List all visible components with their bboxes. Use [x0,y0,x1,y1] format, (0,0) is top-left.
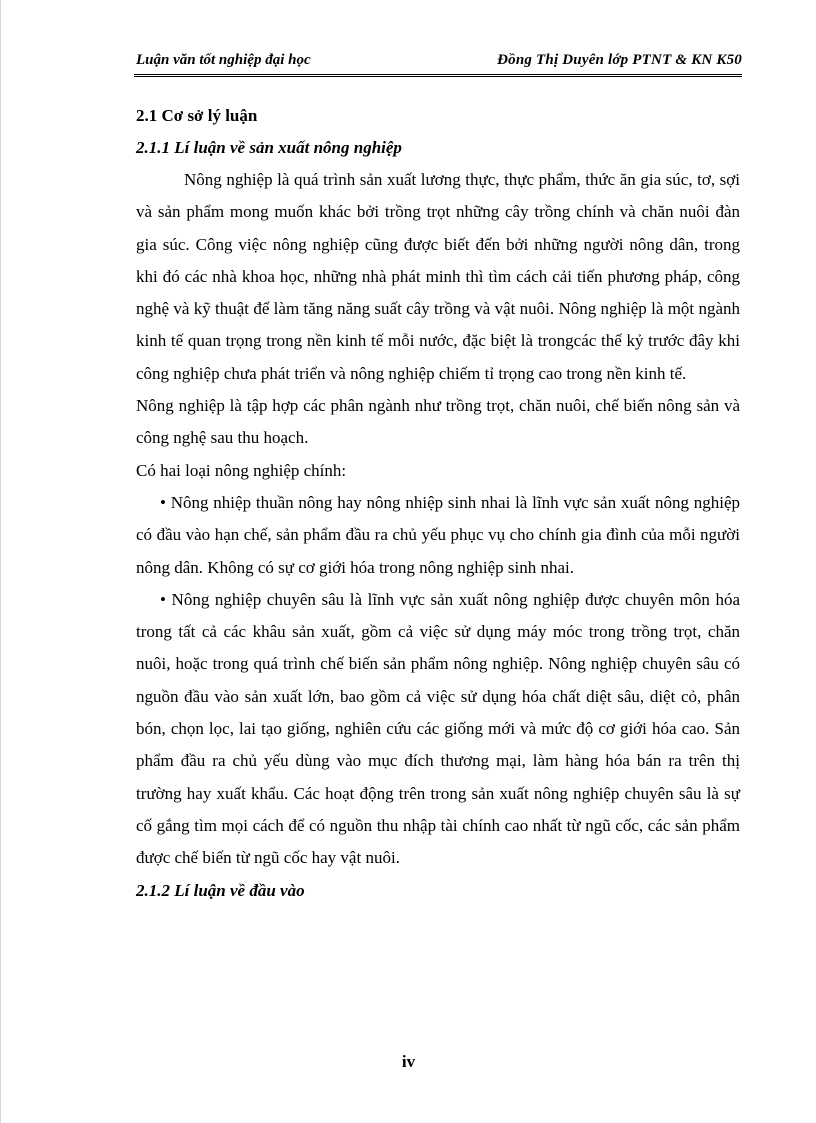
paragraph-agriculture-definition: Nông nghiệp là quá trình sản xuất lương thực, thực phẩm, thức ăn gia súc, tơ, sợi và sản phẩm mong muốn khác bởi trồng trọt những cây trồng chính và chăn nuôi đàn gia súc. Công việc nông nghiệp cũng được biết đến bởi những người nông dân, trong khi đó các nhà khoa học, những nhà phát minh thì tìm cách cải tiến phương pháp, công nghệ và kỹ thuật để làm tăng năng suất cây trồng và vật nuôi. Nông nghiệp là một ngành kinh tế quan trọng trong nền kinh tế mỗi nước, đặc biệt là trongcác thế kỷ trước đây khi công nghiệp chưa phát triển và nông nghiệp chiếm tỉ trọng cao trong nền kinh tế. [136,170,740,383]
page-number: iv [401,1052,416,1071]
section-heading: 2.1 Cơ sở lý luận [136,106,258,125]
bullet-subsistence-farming: • Nông nhiệp thuần nông hay nông nhiệp sinh nhai là lĩnh vực sản xuất nông nghiệp có đầu vào hạn chế, sản phẩm đầu ra chủ yếu phục vụ cho chính gia đình của mỗi người nông dân. Không có sự cơ giới hóa trong nông nghiệp sinh nhai. [136,492,740,577]
bullet-intensive-farming: • Nông nghiệp chuyên sâu là lĩnh vực sản xuất nông nghiệp được chuyên môn hóa trong tất cả các khâu sản xuất, gồm cả việc sử dụng máy móc trong trồng trọt, chăn nuôi, hoặc trong quá trình chế biến sản phẩm nông nghiệp. Nông nghiệp chuyên sâu có nguồn đầu vào sản xuất lớn, bao gồm cả việc sử dụng hóa chất diệt sâu, diệt cỏ, phân bón, chọn lọc, lai tạo giống, nghiên cứu các giống mới và mức độ cơ giới hóa cao. Sản phẩm đầu ra chủ yếu dùng vào mục đích thương mại, làm hàng hóa bán ra trên thị trường hay xuất khẩu. Các hoạt động trên trong sản xuất nông nghiệp chuyên sâu là sự cố gắng tìm mọi cách để có nguồn thu nhập tài chính cao nhất từ ngũ cốc, các sản phẩm được chế biến từ ngũ cốc hay vật nuôi. [136,589,740,868]
subsection-heading-1: 2.1.1 Lí luận về sản xuất nông nghiệp [136,138,402,157]
running-header [134,48,742,77]
document-body [136,100,740,907]
paragraph-agriculture-branches: Nông nghiệp là tập hợp các phân ngành như trồng trọt, chăn nuôi, chế biến nông sản và công nghệ sau thu hoạch. [136,396,740,448]
subsection-heading-2: 2.1.2 Lí luận về đầu vào [136,880,305,900]
paragraph-two-types: Có hai loại nông nghiệp chính: [136,460,347,480]
header-author-class: Đồng Thị Duyên lớp PTNT & KN K50 [497,52,742,68]
header-thesis-title: Luận văn tốt nghiệp đại học [136,52,311,68]
